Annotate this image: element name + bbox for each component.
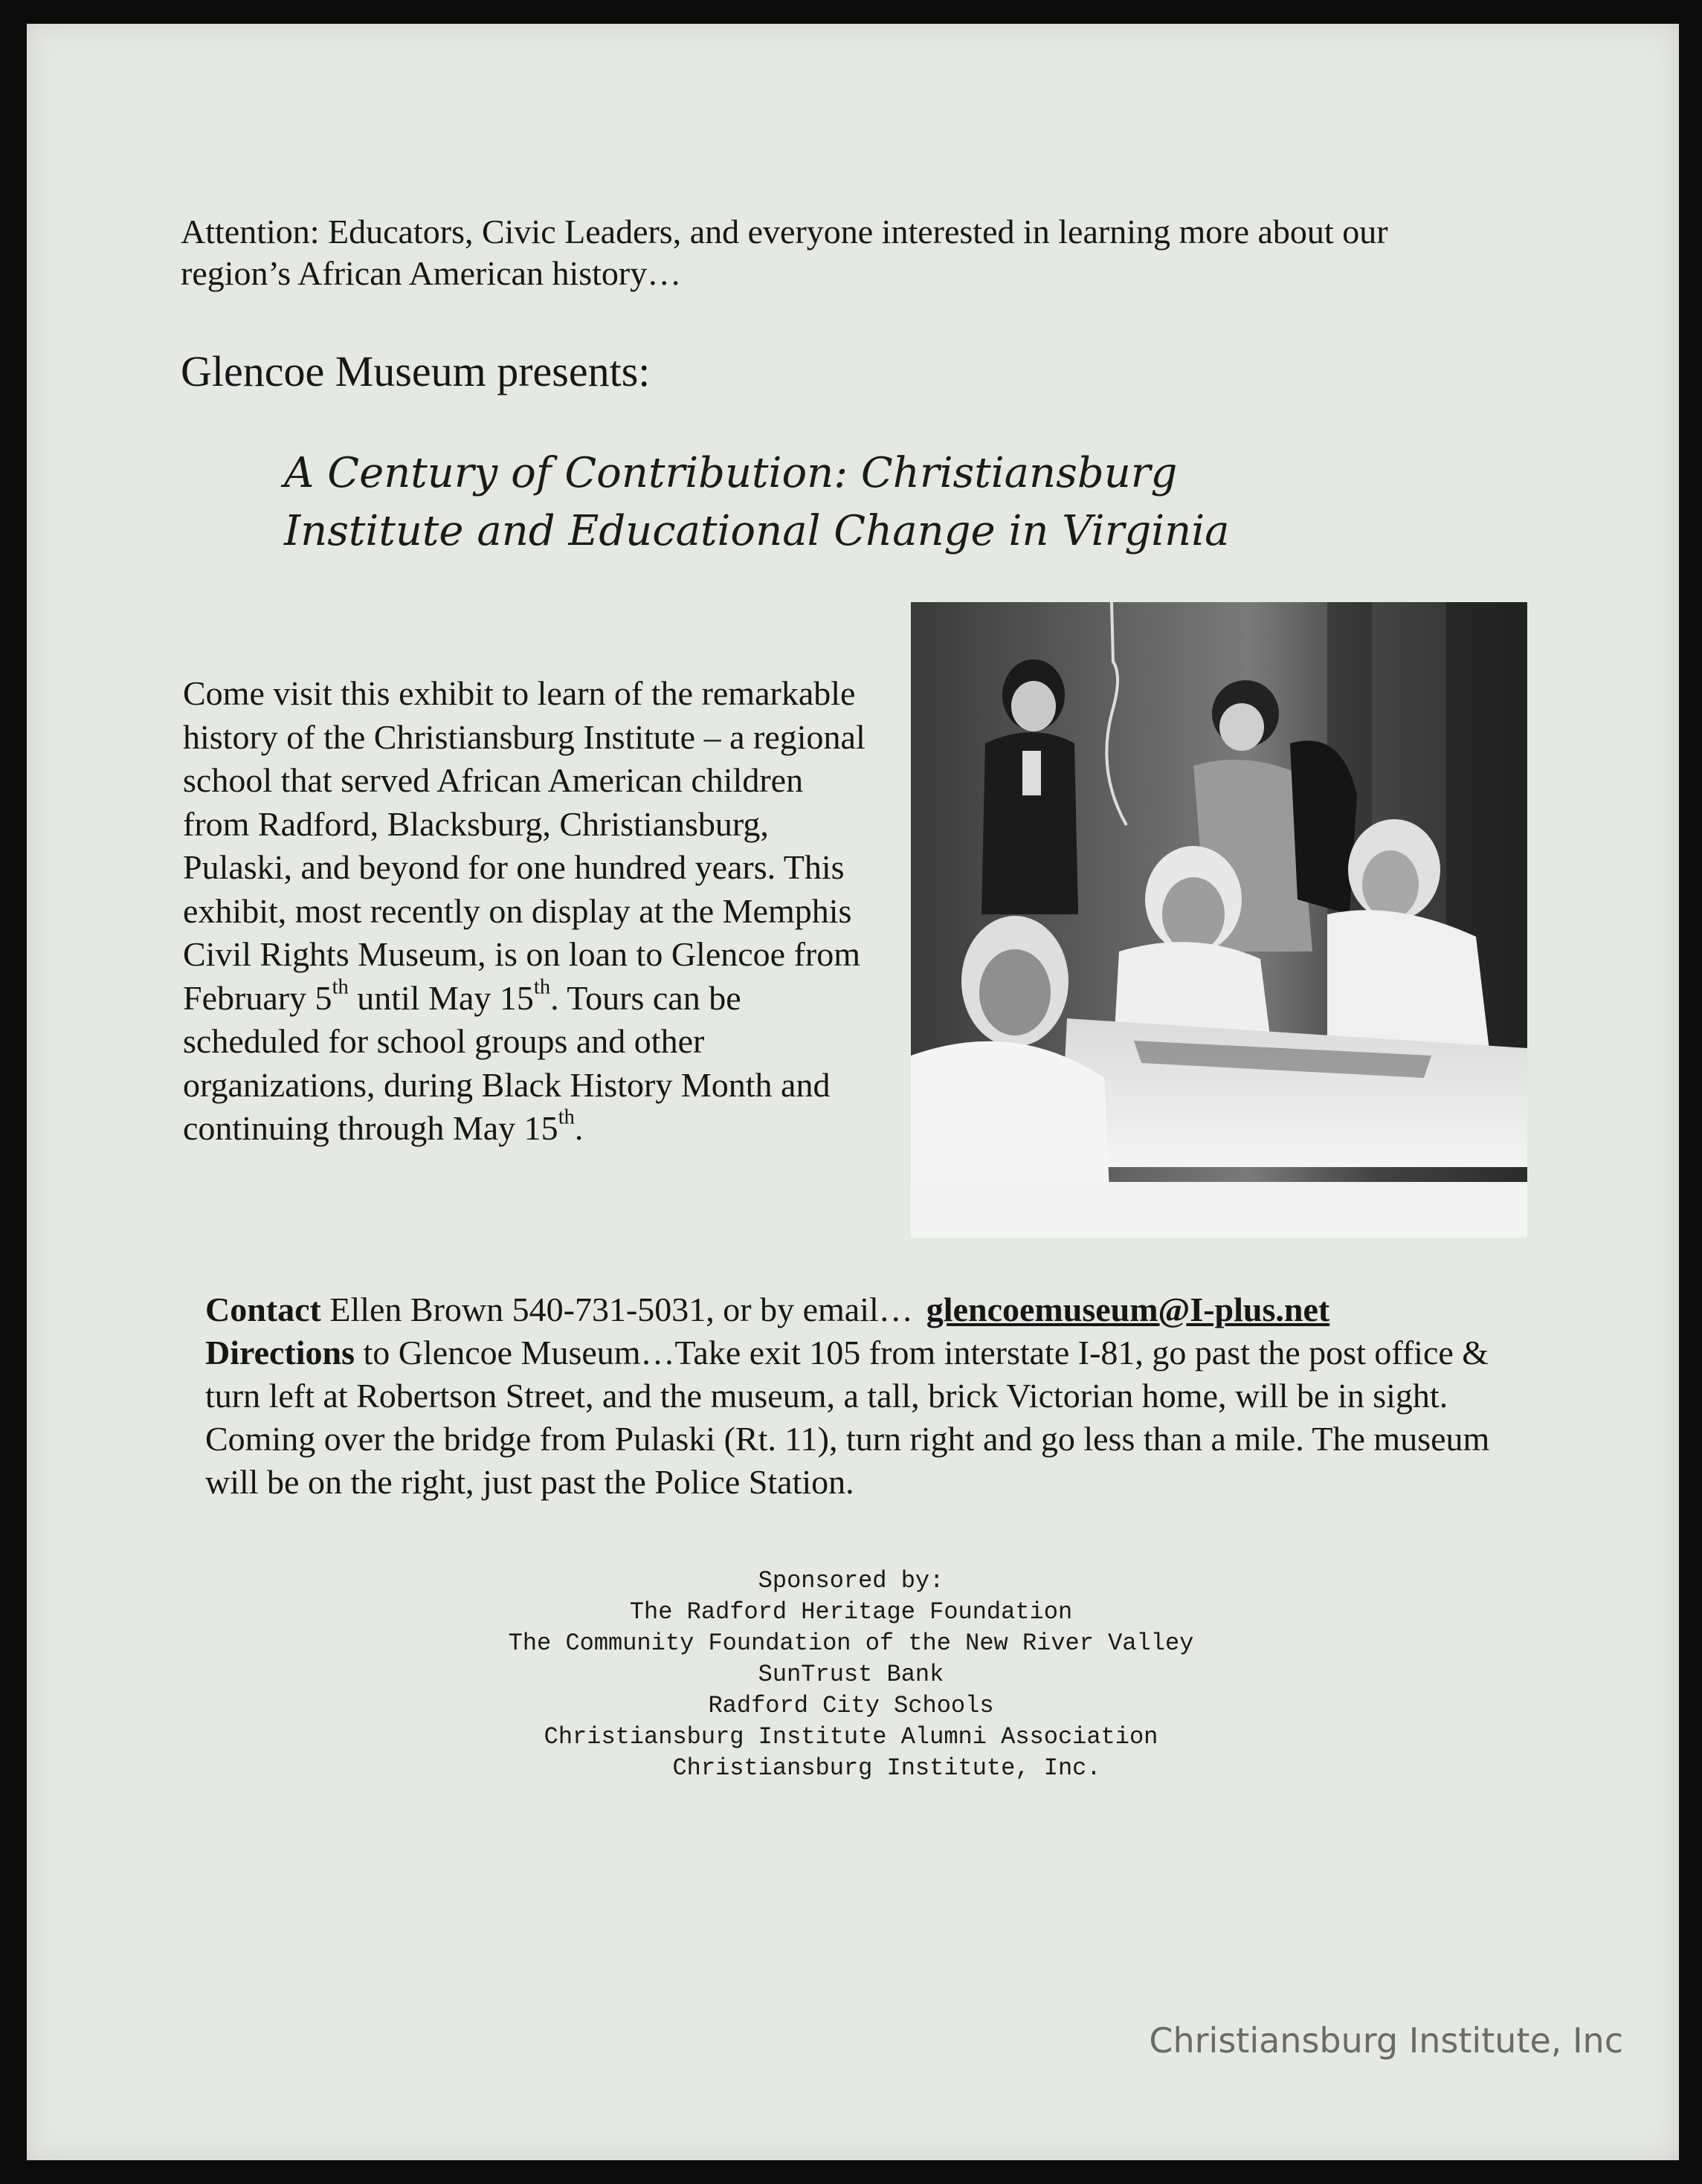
ordinal-suffix: th: [332, 975, 349, 999]
historic-classroom-photo: [911, 602, 1527, 1238]
sponsors-list: [0, 1566, 1702, 1784]
description-part-2: until May 15: [348, 978, 534, 1017]
sponsor-item: Radford City Schools: [708, 1692, 994, 1719]
directions-text: to Glencoe Museum…Take exit 105 from interstate I-81, go past the post office & turn left at Robertson Street, and the museum, a tall, brick Victorian home, will be in sight. Coming over the bridge from Pulaski (Rt. 11), turn right and go less than a mile. The museum will be on the right, just past the Police Station.: [205, 1334, 1490, 1501]
description-part-4: .: [574, 1109, 584, 1147]
presents-heading: Glencoe Museum presents:: [181, 347, 651, 395]
directions-label: Directions: [205, 1334, 355, 1372]
sponsor-item: Christiansburg Institute, Inc.: [601, 1754, 1101, 1782]
contact-line: [205, 1288, 1544, 1331]
directions-line: [205, 1331, 1544, 1504]
ordinal-suffix: th: [533, 975, 551, 999]
photo-illustration: [911, 602, 1527, 1238]
exhibit-title-line-1: A Century of Contribution: Christiansburg: [284, 449, 1178, 497]
sponsor-item: SunTrust Bank: [758, 1661, 944, 1688]
description-part-3: . Tours can be scheduled for school groups and other organizations, during Black History Month and continuing through May 15: [183, 978, 831, 1147]
watermark-text: Christiansburg Institute, Inc: [1149, 2020, 1623, 2061]
sponsor-item: Christiansburg Institute Alumni Association: [544, 1723, 1158, 1751]
description-part-1: Come visit this exhibit to learn of the remarkable history of the Christiansburg Institute – a regional school that served African American children from Radford, Blacksburg, Christiansburg, Pulaski, and beyond for one hundred years. This exhibit, most recently on display at the Memphis Civil Rights Museum, is on loan to Glencoe from February 5: [183, 674, 865, 1017]
ordinal-suffix: th: [558, 1105, 575, 1129]
contact-text: Ellen Brown 540-731-5031, or by email…: [320, 1290, 913, 1328]
exhibit-title: [284, 445, 1399, 560]
contact-label: Contact: [205, 1290, 321, 1328]
sponsor-item: The Community Foundation of the New River Valley: [508, 1629, 1194, 1657]
contact-directions-block: [205, 1288, 1544, 1504]
sponsors-heading: Sponsored by:: [758, 1567, 944, 1595]
email-link[interactable]: glencoemuseum@I-plus.net: [926, 1290, 1330, 1328]
sponsor-item: The Radford Heritage Foundation: [629, 1598, 1073, 1626]
attention-text: Attention: Educators, Civic Leaders, and everyone interested in learning more about our region’s African American history…: [181, 213, 1388, 292]
exhibit-description: [183, 672, 874, 1151]
exhibit-title-line-2: Institute and Educational Change in Virginia: [284, 507, 1230, 555]
